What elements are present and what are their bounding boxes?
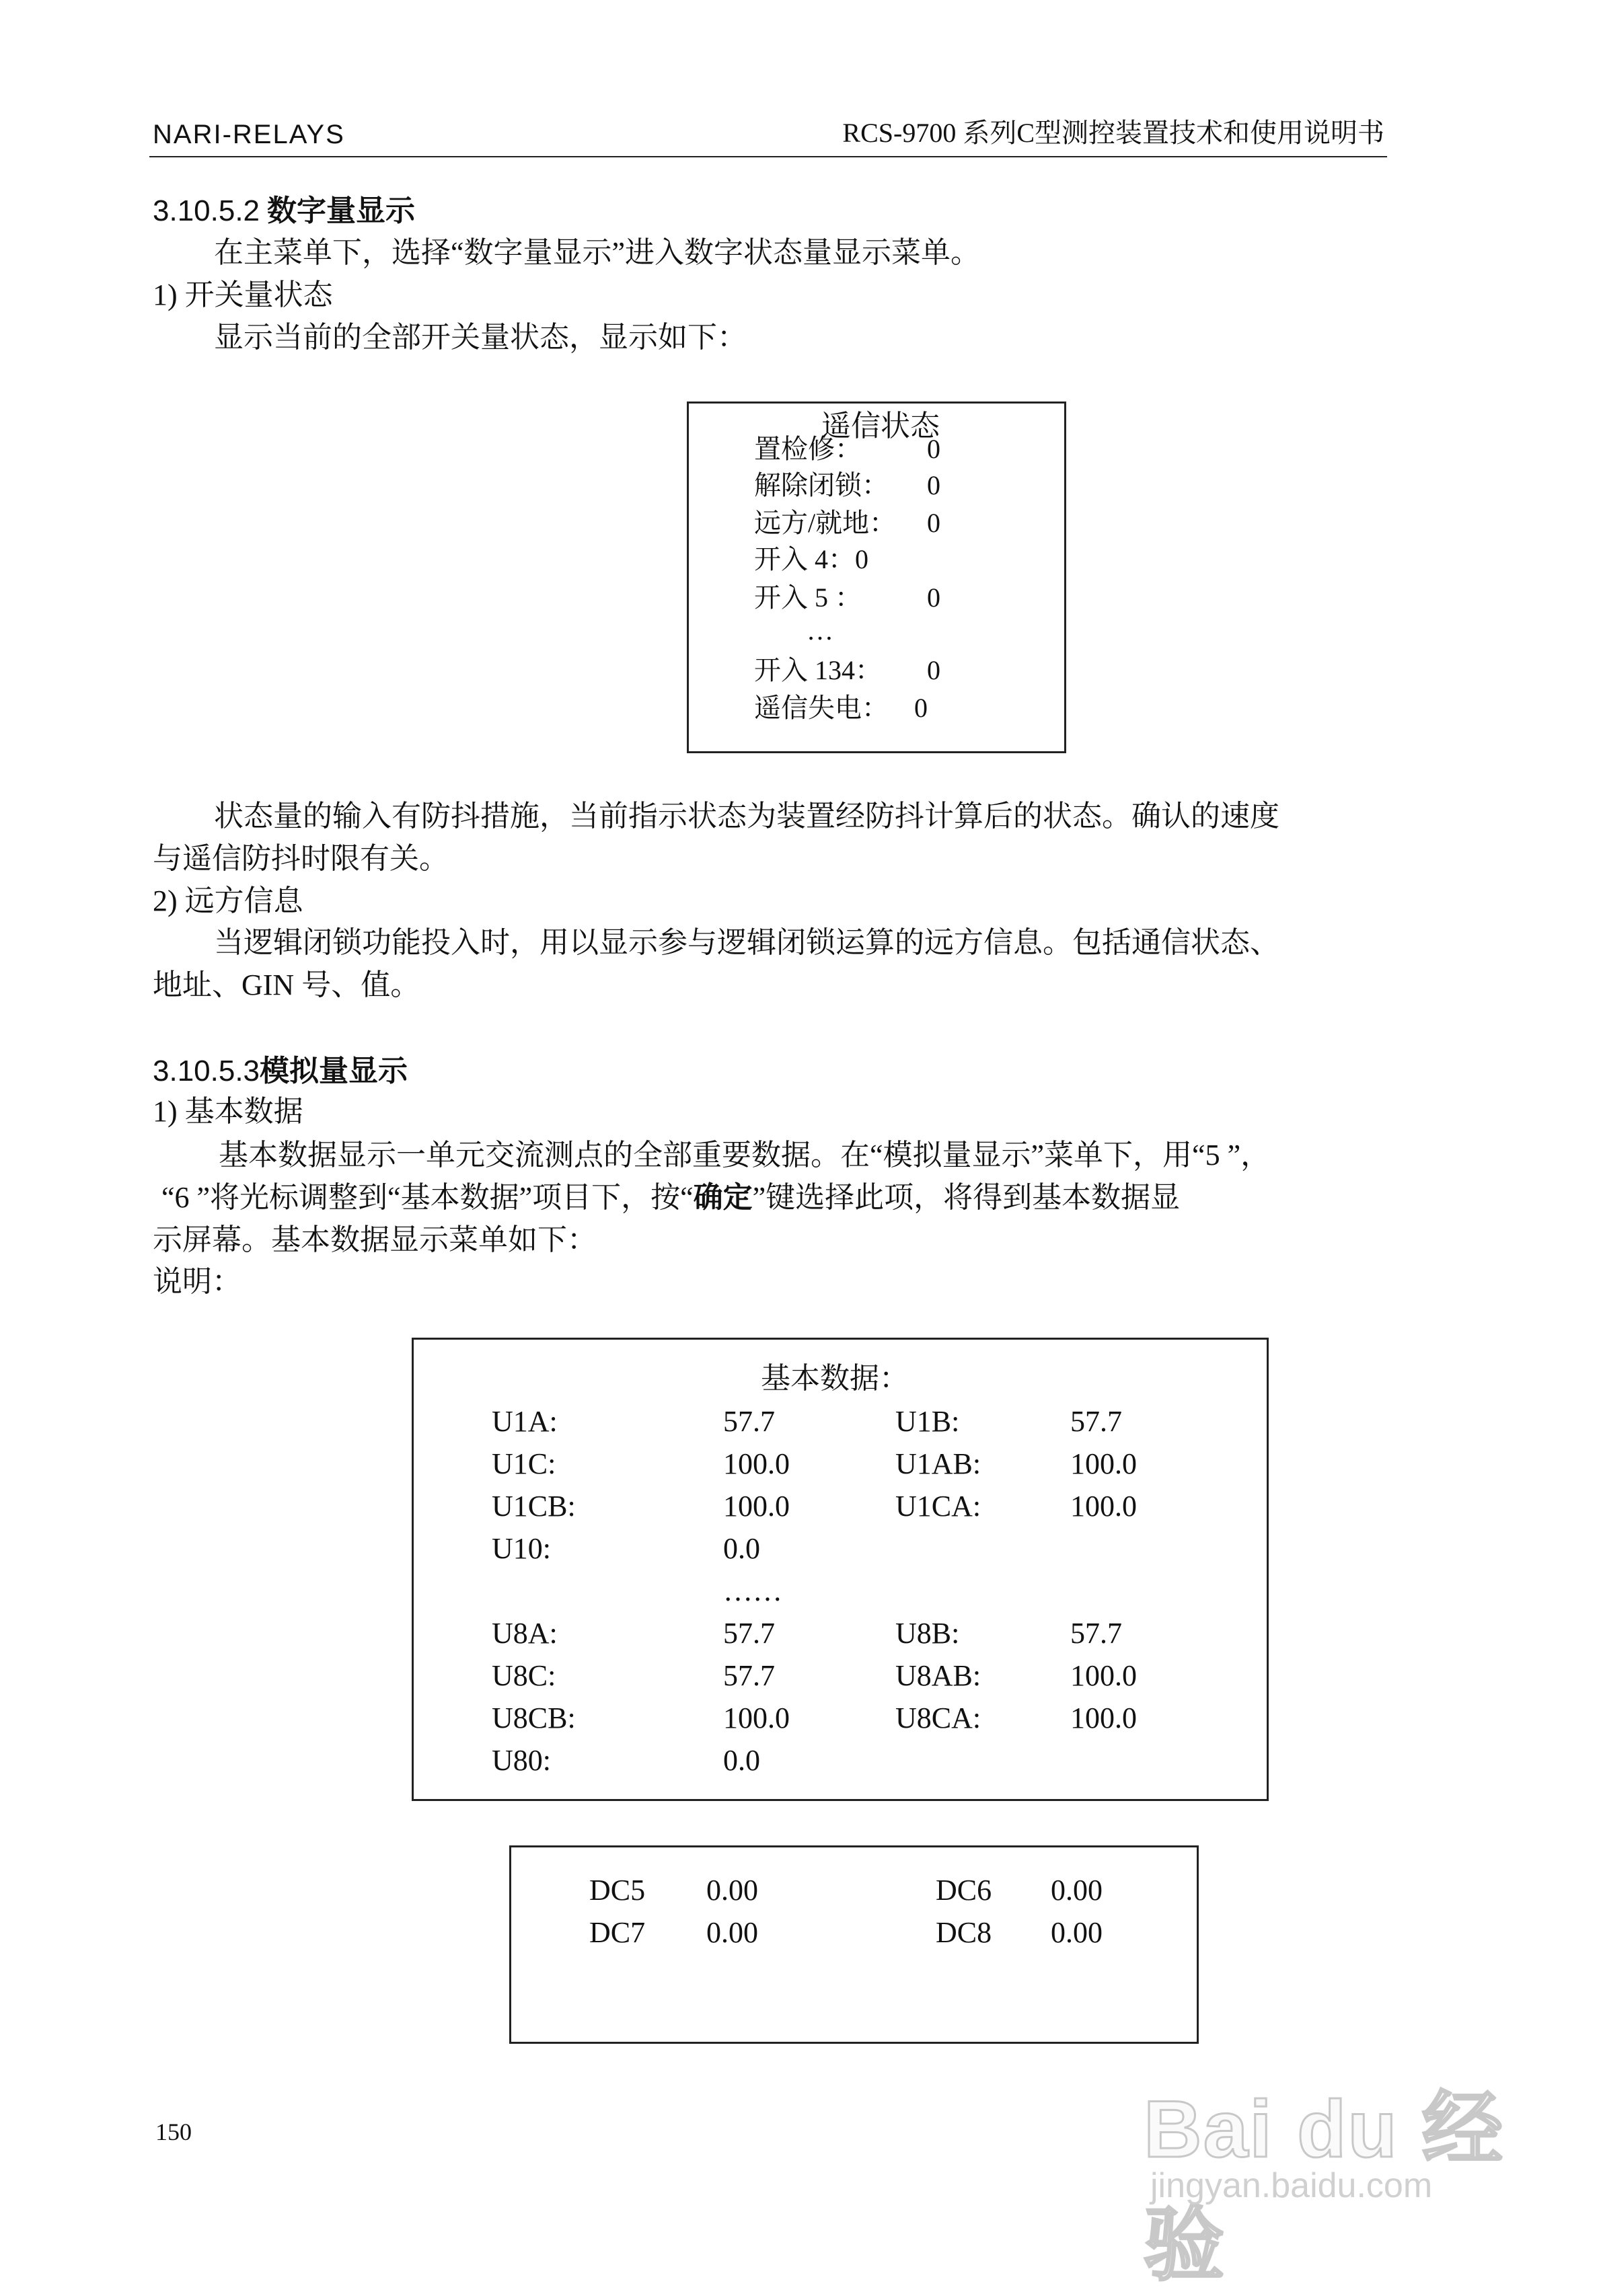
measure-label: U8CB: xyxy=(492,1701,576,1734)
status-label: 开入 5 ： xyxy=(754,582,862,613)
measure-value: 100.0 xyxy=(723,1447,790,1480)
status-label: 置检修： xyxy=(754,434,862,464)
measure-value: 57.7 xyxy=(1070,1617,1122,1650)
status-label: 遥信失电： xyxy=(754,693,889,723)
heading-number: 3.10.5.2 xyxy=(153,194,260,227)
paragraph: 与遥信防抖时限有关。 xyxy=(153,842,449,875)
measure-label: U1B: xyxy=(895,1405,960,1438)
status-value: 0 xyxy=(927,434,940,464)
header-divider xyxy=(149,156,1387,157)
heading-title: 数字量显示 xyxy=(267,194,416,227)
basic-data-box xyxy=(412,1338,1269,1801)
paragraph xyxy=(161,1183,1180,1213)
heading-number: 3.10.5.3 xyxy=(153,1055,260,1087)
paragraph: 基本数据显示一单元交流测点的全部重要数据。在“模拟量显示”菜单下，用“5 ”， xyxy=(219,1139,1271,1172)
paragraph: 显示当前的全部开关量状态，显示如下： xyxy=(214,321,747,354)
baidu-watermark xyxy=(1144,2065,1520,2290)
measure-value: 100.0 xyxy=(1070,1701,1137,1734)
measure-value: 57.7 xyxy=(723,1405,775,1438)
dc-data-box xyxy=(509,1845,1199,2044)
status-label: … xyxy=(807,615,833,646)
status-value: 0 xyxy=(927,582,940,613)
status-value: 0 xyxy=(914,693,928,723)
status-value: 0 xyxy=(927,508,940,538)
heading-title: 模拟量显示 xyxy=(260,1055,408,1087)
dc-label: DC5 xyxy=(589,1874,646,1907)
status-value: 0 xyxy=(927,655,940,685)
paragraph: 地址、GIN 号、值。 xyxy=(153,968,420,1001)
text: ”键选择此项，将得到基本数据显 xyxy=(752,1181,1181,1214)
subheading: 2) 远方信息 xyxy=(153,884,303,917)
measure-value: 100.0 xyxy=(723,1490,790,1523)
measure-label: U1AB: xyxy=(895,1447,981,1480)
measure-value: 100.0 xyxy=(1070,1447,1137,1480)
measure-value: …… xyxy=(723,1574,782,1607)
measure-label: U8CA: xyxy=(895,1701,981,1734)
note-label: 说明： xyxy=(153,1265,241,1298)
measure-value: 100.0 xyxy=(723,1701,790,1734)
measure-value: 100.0 xyxy=(1070,1659,1137,1692)
measure-value: 0.0 xyxy=(723,1532,760,1565)
page-number: 150 xyxy=(155,2118,192,2145)
box-title: 基本数据： xyxy=(761,1362,909,1395)
remote-signal-status-box xyxy=(687,401,1066,753)
measure-value: 57.7 xyxy=(723,1659,775,1692)
dc-value: 0.00 xyxy=(706,1916,758,1949)
bold-key: 确定 xyxy=(693,1181,753,1214)
measure-label: U1A: xyxy=(492,1405,558,1438)
measure-label: U8AB: xyxy=(895,1659,981,1692)
status-label: 解除闭锁： xyxy=(754,470,889,500)
dc-label: DC7 xyxy=(589,1916,646,1949)
dc-value: 0.00 xyxy=(1051,1916,1103,1949)
measure-label: U80: xyxy=(492,1744,551,1777)
measure-value: 0.0 xyxy=(723,1744,760,1777)
dc-value: 0.00 xyxy=(1051,1874,1103,1907)
dc-value: 0.00 xyxy=(706,1874,758,1907)
dc-label: DC6 xyxy=(936,1874,992,1907)
text: “6 ”将光标调整到“基本数据”项目下，按“ xyxy=(161,1181,694,1214)
paragraph: 当逻辑闭锁功能投入时，用以显示参与逻辑闭锁运算的远方信息。包括通信状态、 xyxy=(214,926,1279,959)
measure-label: U1CA: xyxy=(895,1490,981,1523)
measure-label: U8B: xyxy=(895,1617,960,1650)
watermark-url: jingyan.baidu.com xyxy=(1150,2166,1433,2205)
section-heading-3-10-5-2 xyxy=(153,196,415,226)
dc-label: DC8 xyxy=(936,1916,992,1949)
paragraph: 示屏幕。基本数据显示菜单如下： xyxy=(153,1223,597,1256)
measure-label: U1CB: xyxy=(492,1490,576,1523)
subheading: 1) 开关量状态 xyxy=(153,278,333,311)
header-brand: NARI-RELAYS xyxy=(153,120,345,149)
status-value: 0 xyxy=(927,470,940,500)
paragraph: 在主菜单下，选择“数字量显示”进入数字状态量显示菜单。 xyxy=(214,236,981,269)
status-label: 开入 134： xyxy=(754,655,882,685)
status-label: 远方/就地： xyxy=(754,508,897,538)
measure-label: U8A: xyxy=(492,1617,558,1650)
measure-value: 100.0 xyxy=(1070,1490,1137,1523)
box-title: 遥信状态 xyxy=(821,410,940,443)
subheading: 1) 基本数据 xyxy=(153,1095,303,1128)
measure-label: U8C: xyxy=(492,1659,556,1692)
measure-value: 57.7 xyxy=(723,1617,775,1650)
paragraph: 状态量的输入有防抖措施，当前指示状态为装置经防抖计算后的状态。确认的速度 xyxy=(214,800,1279,833)
measure-label: U1C: xyxy=(492,1447,556,1480)
measure-value: 57.7 xyxy=(1070,1405,1122,1438)
watermark-logo: Bai du 经验 xyxy=(1144,2084,1505,2290)
header-title: RCS-9700 系列C型测控装置技术和使用说明书 xyxy=(842,118,1384,148)
section-heading-3-10-5-3 xyxy=(153,1057,408,1086)
status-label: 开入 4：0 xyxy=(754,544,868,574)
measure-label: U10: xyxy=(492,1532,551,1565)
